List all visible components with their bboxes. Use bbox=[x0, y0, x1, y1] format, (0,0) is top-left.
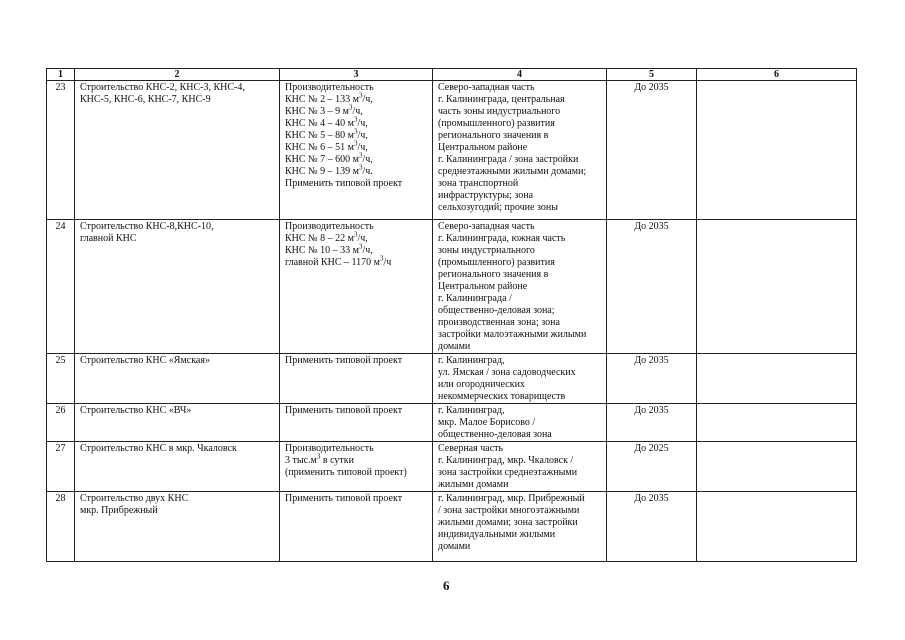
row-number-cell: 25 bbox=[47, 354, 75, 404]
location-line: инфраструктуры; зона bbox=[438, 190, 534, 201]
table-body bbox=[47, 81, 857, 562]
location-cell bbox=[433, 404, 607, 442]
row-number-cell: 23 bbox=[47, 81, 75, 220]
location-line: общественно-деловая зона; bbox=[438, 305, 555, 316]
parameters-line: КНС № 4 – 40 $м^3/ч$, bbox=[285, 115, 368, 129]
location-line: некоммерческих товариществ bbox=[438, 391, 566, 402]
object-name-line: Строительство КНС «ВЧ» bbox=[80, 405, 192, 416]
object-name-cell bbox=[75, 220, 280, 354]
note-cell bbox=[697, 81, 857, 220]
parameters-line: КНС № 6 – 51 $м^3/ч$, bbox=[285, 139, 368, 153]
location-line: регионального значения в bbox=[438, 269, 549, 280]
data-table bbox=[46, 68, 857, 562]
parameters-line: Применить типовой проект bbox=[285, 493, 403, 504]
location-line: Северная часть bbox=[438, 443, 504, 454]
row-number-cell: 28 bbox=[47, 492, 75, 562]
note-cell bbox=[697, 220, 857, 354]
location-line: Центральном районе bbox=[438, 281, 528, 292]
location-line: Северо-западная часть bbox=[438, 82, 535, 93]
table-row bbox=[47, 404, 857, 442]
object-name-cell bbox=[75, 442, 280, 492]
parameters-cell bbox=[280, 354, 433, 404]
object-name-cell bbox=[75, 354, 280, 404]
row-number-cell: 24 bbox=[47, 220, 75, 354]
table-row bbox=[47, 220, 857, 354]
parameters-line: КНС № 9 – 139 $м^3/ч$. bbox=[285, 163, 373, 177]
term-cell: До 2035 bbox=[607, 354, 697, 404]
location-cell bbox=[433, 220, 607, 354]
term-cell: До 2035 bbox=[607, 492, 697, 562]
term-cell: До 2035 bbox=[607, 81, 697, 220]
object-name-line: Строительство КНС в мкр. Чкаловск bbox=[80, 443, 237, 454]
parameters-cell bbox=[280, 220, 433, 354]
location-line: зона застройки среднеэтажными bbox=[438, 467, 578, 478]
parameters-cell bbox=[280, 492, 433, 562]
location-line: Северо-западная часть bbox=[438, 221, 535, 232]
object-name-cell bbox=[75, 492, 280, 562]
parameters-line: КНС № 8 – 22 $м^3/ч$, bbox=[285, 230, 368, 244]
location-line: мкр. Малое Борисово / bbox=[438, 417, 536, 428]
object-name-line: Строительство КНС-2, КНС-3, КНС-4, bbox=[80, 82, 245, 93]
location-line: г. Калининград, bbox=[438, 355, 505, 366]
location-line: жилыми домами; зона застройки bbox=[438, 517, 578, 528]
parameters-line: Применить типовой проект bbox=[285, 405, 403, 416]
table-row bbox=[47, 81, 857, 220]
term-cell: До 2035 bbox=[607, 404, 697, 442]
note-cell bbox=[697, 492, 857, 562]
location-line: (промышленного) развития bbox=[438, 257, 555, 268]
location-line: г. Калининграда, центральная bbox=[438, 94, 565, 105]
parameters-cell bbox=[280, 442, 433, 492]
parameters-line: Производительность bbox=[285, 221, 374, 232]
location-line: зона транспортной bbox=[438, 178, 519, 189]
parameters-cell bbox=[280, 404, 433, 442]
table-row bbox=[47, 442, 857, 492]
object-name-line: Строительство КНС «Ямская» bbox=[80, 355, 210, 366]
location-cell bbox=[433, 442, 607, 492]
object-name-line: Строительство двух КНС bbox=[80, 493, 189, 504]
column-header: 5 bbox=[607, 69, 697, 81]
location-line: г. Калининграда / bbox=[438, 293, 512, 304]
location-line: Центральном районе bbox=[438, 142, 528, 153]
parameters-line: Производительность bbox=[285, 443, 374, 454]
term-cell: До 2035 bbox=[607, 220, 697, 354]
parameters-line: КНС № 5 – 80 $м^3/ч$, bbox=[285, 127, 368, 141]
location-line: застройки малоэтажными жилыми bbox=[438, 329, 587, 340]
location-cell bbox=[433, 354, 607, 404]
parameters-line: главной КНС – 1170 $м^3/ч$ bbox=[285, 254, 392, 268]
parameters-cell bbox=[280, 81, 433, 220]
row-number-cell: 27 bbox=[47, 442, 75, 492]
parameters-line: Применить типовой проект bbox=[285, 178, 403, 189]
column-header: 1 bbox=[47, 69, 75, 81]
location-cell bbox=[433, 492, 607, 562]
parameters-line: КНС № 2 – 133 $м^3/ч$, bbox=[285, 91, 373, 105]
header-row bbox=[47, 69, 857, 81]
location-cell bbox=[433, 81, 607, 220]
location-line: производственная зона; зона bbox=[438, 317, 560, 328]
location-line: общественно-деловая зона bbox=[438, 429, 552, 440]
location-line: (промышленного) развития bbox=[438, 118, 555, 129]
page-number: 6 bbox=[443, 578, 450, 593]
object-name-cell bbox=[75, 81, 280, 220]
parameters-line: КНС № 10 – 33 $м^3/ч$, bbox=[285, 242, 373, 256]
location-line: / зона застройки многоэтажными bbox=[438, 505, 580, 516]
column-header: 2 bbox=[75, 69, 280, 81]
column-header: 6 bbox=[697, 69, 857, 81]
location-line: домами bbox=[438, 341, 471, 352]
parameters-line: Применить типовой проект bbox=[285, 355, 403, 366]
location-line: г. Калининграда, южная часть bbox=[438, 233, 566, 244]
parameters-line: 3 $тыс.м^3$ в сутки bbox=[285, 452, 354, 466]
object-name-line: главной КНС bbox=[80, 233, 137, 244]
location-line: или огороднических bbox=[438, 379, 525, 390]
location-line: часть зоны индустриального bbox=[438, 106, 561, 117]
note-cell bbox=[697, 354, 857, 404]
location-line: регионального значения в bbox=[438, 130, 549, 141]
parameters-line: КНС № 7 – 600 $м^3/ч$, bbox=[285, 151, 373, 165]
object-name-line: Строительство КНС-8,КНС-10, bbox=[80, 221, 214, 232]
location-line: г. Калининград, bbox=[438, 405, 505, 416]
location-line: зоны индустриального bbox=[438, 245, 535, 256]
location-line: сельхозугодий; прочие зоны bbox=[438, 202, 558, 213]
location-line: индивидуальными жилыми bbox=[438, 529, 556, 540]
object-name-line: КНС-5, КНС-6, КНС-7, КНС-9 bbox=[80, 94, 211, 105]
location-line: г. Калининград, мкр. Чкаловск / bbox=[438, 455, 574, 466]
term-cell: До 2025 bbox=[607, 442, 697, 492]
column-header: 4 bbox=[433, 69, 607, 81]
table-row bbox=[47, 492, 857, 562]
location-line: ул. Ямская / зона садоводческих bbox=[438, 367, 576, 378]
location-line: среднеэтажными жилыми домами; bbox=[438, 166, 587, 177]
location-line: жилыми домами bbox=[438, 479, 509, 490]
location-line: г. Калининград, мкр. Прибрежный bbox=[438, 493, 585, 504]
parameters-line: КНС № 3 – 9 $м^3/ч$, bbox=[285, 103, 363, 117]
row-number-cell: 26 bbox=[47, 404, 75, 442]
parameters-line: Производительность bbox=[285, 82, 374, 93]
table-row bbox=[47, 354, 857, 404]
parameters-line: (применить типовой проект) bbox=[285, 467, 407, 478]
column-header: 3 bbox=[280, 69, 433, 81]
note-cell bbox=[697, 442, 857, 492]
object-name-cell bbox=[75, 404, 280, 442]
object-name-line: мкр. Прибрежный bbox=[80, 505, 158, 516]
location-line: г. Калининграда / зона застройки bbox=[438, 154, 579, 165]
note-cell bbox=[697, 404, 857, 442]
location-line: домами bbox=[438, 541, 471, 552]
